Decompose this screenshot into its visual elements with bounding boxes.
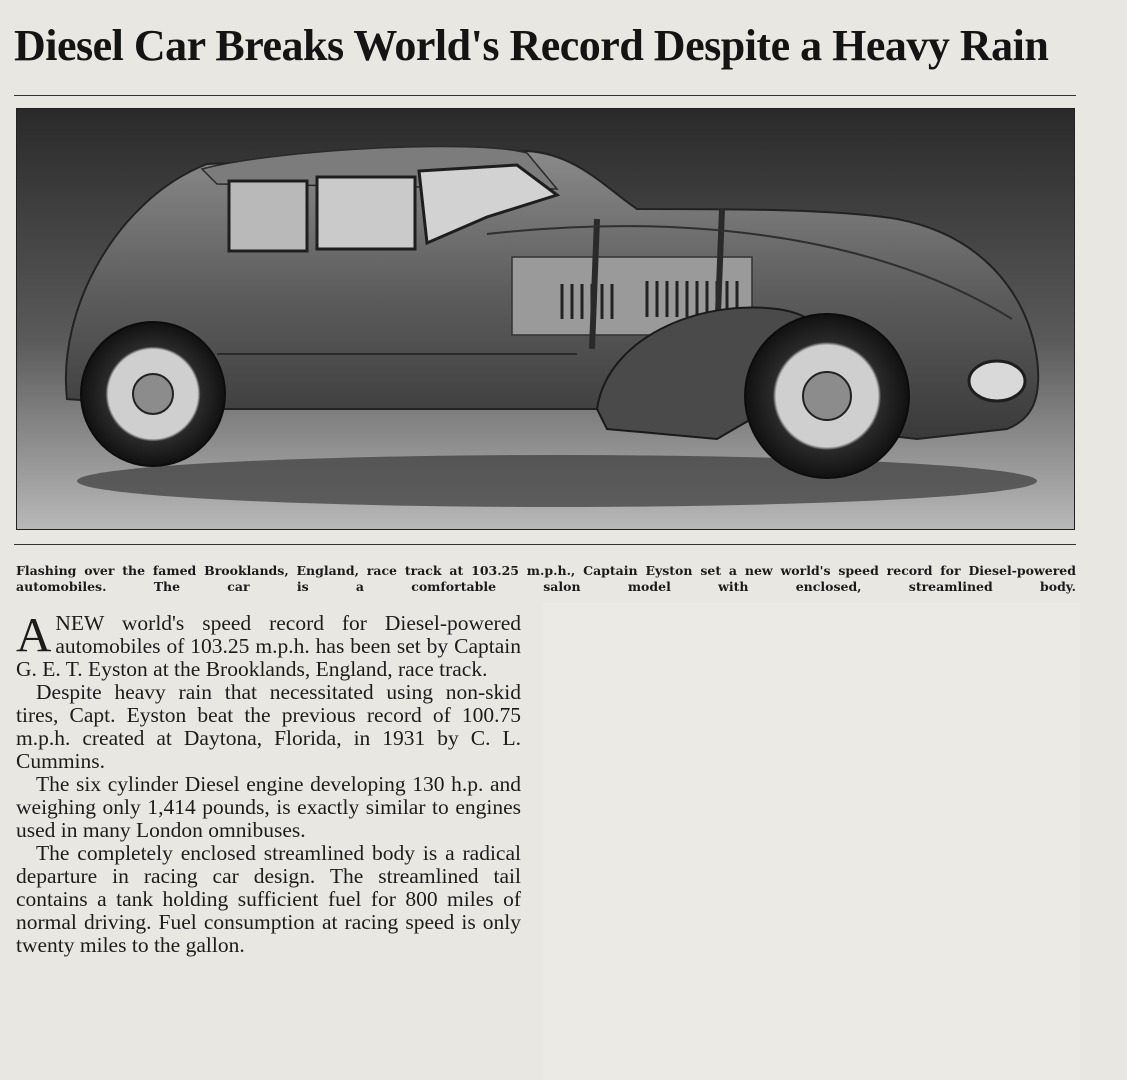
blank-column <box>543 603 1080 1080</box>
article-paragraph: Despite heavy rain that necessitated using non-skid tires, Capt. Eyston beat the previous record of 100.75 m.p.h. created at Daytona, Florida, in 1931 by C. L. Cummins. <box>16 680 521 773</box>
rear-hub <box>133 374 173 414</box>
drop-cap: A <box>16 607 52 662</box>
article-lead-paragraph <box>16 607 521 681</box>
car-shadow <box>77 455 1037 507</box>
front-hub <box>803 372 851 420</box>
photo-rule <box>14 544 1076 545</box>
headline: Diesel Car Breaks World's Record Despite a Heavy Rain <box>14 21 1049 70</box>
rear-window <box>229 181 307 251</box>
car-photo <box>16 108 1075 530</box>
headlamp <box>969 361 1025 401</box>
article-paragraph: The six cylinder Diesel engine developing 130 h.p. and weighing only 1,414 pounds, is exactly similar to engines used in many London omnibuses. <box>16 772 521 842</box>
article-paragraph: The completely enclosed streamlined body is a radical departure in racing car design. The streamlined tail contains a tank holding sufficient fuel for 800 miles of normal driving. Fuel consumption at racing speed is only twenty miles to the gallon. <box>16 841 521 957</box>
car-illustration <box>17 109 1074 529</box>
lead-text: NEW world's speed record for Diesel-powered automobiles of 103.25 m.p.h. has been set by Captain G. E. T. Eyston at the Brooklands, England, race track. <box>16 611 521 681</box>
door-window <box>317 177 415 249</box>
photo-caption: Flashing over the famed Brooklands, England, race track at 103.25 m.p.h., Captain Eyston set a new world's speed record for Diesel-powered automobiles. The car is a comfortable salon model with enclosed, streamlined body. <box>16 563 1076 594</box>
headline-rule <box>14 95 1076 96</box>
article-body <box>16 607 521 957</box>
